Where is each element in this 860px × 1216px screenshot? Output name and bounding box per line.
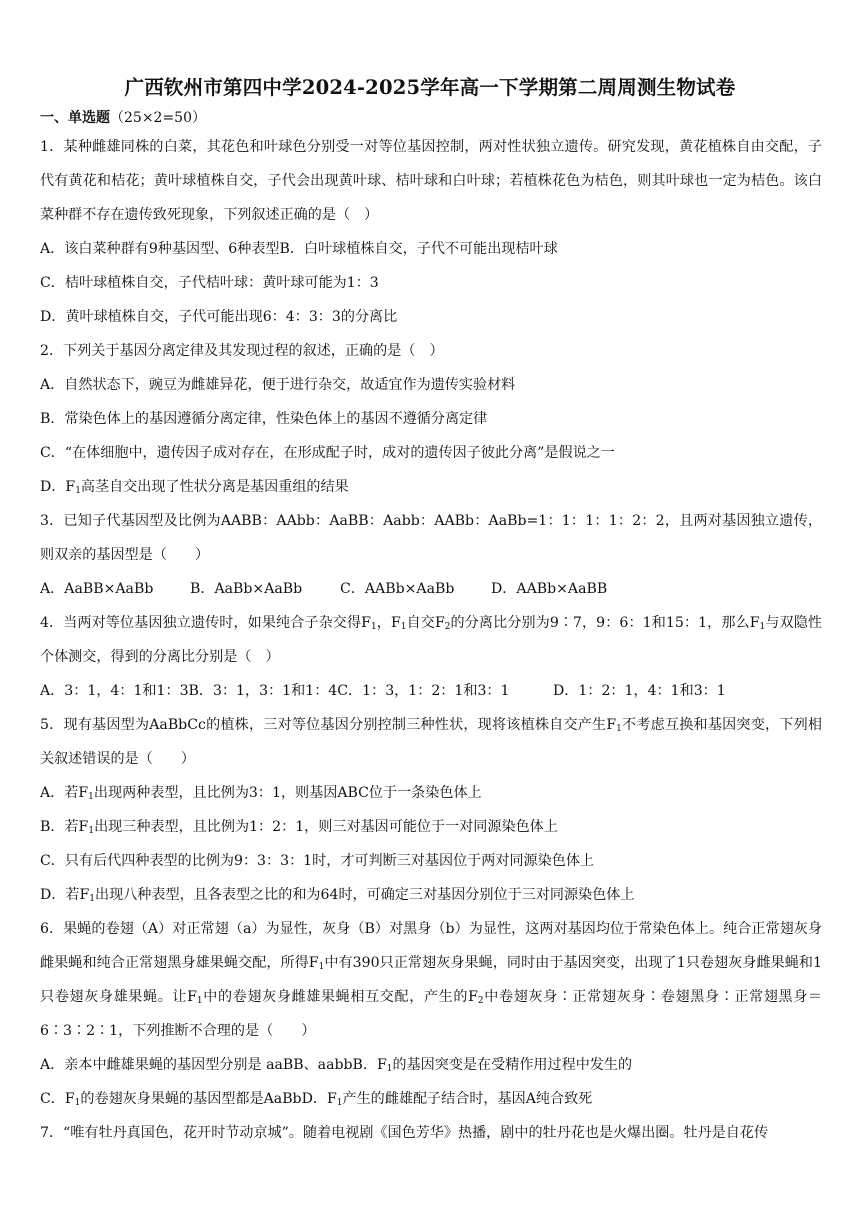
question-6-text: 中卷翅灰身∶正常翅灰身∶卷翅黑身∶正常翅黑身＝6∶3∶2∶1，下列推断不合理的是（ ） bbox=[40, 989, 822, 1039]
question-2-option-d-text: 高茎自交出现了性状分离是基因重组的结果 bbox=[80, 479, 349, 495]
question-2-option-d bbox=[40, 470, 822, 504]
subscript: 1 bbox=[318, 962, 325, 972]
question-4-text: 的分离比分别为9∶7，9：6：1和15：1，那么F bbox=[450, 615, 760, 631]
question-2-option-b: B．常染色体上的基因遵循分离定律，性染色体上的基因不遵循分离定律 bbox=[40, 411, 488, 427]
question-3-options bbox=[40, 572, 822, 606]
subscript: 2 bbox=[477, 996, 484, 1006]
question-4-text: ，F bbox=[376, 615, 401, 631]
subscript: 1 bbox=[370, 622, 377, 632]
question-2-option-a: A．自然状态下，豌豆为雌雄异花，便于进行杂交，故适宜作为遗传实验材料 bbox=[40, 377, 516, 393]
subscript: 1 bbox=[89, 894, 96, 904]
question-4-options bbox=[40, 674, 822, 708]
question-1-option-d: D．黄叶球植株自交，子代可能出现6：4：3：3的分离比 bbox=[40, 309, 398, 325]
question-1-option-c: C．桔叶球植株自交，子代桔叶球：黄叶球可能为1：3 bbox=[40, 275, 379, 291]
question-5-option-b-text: 出现三种表型，且比例为1：2：1，则三对基因可能位于一对同源染色体上 bbox=[94, 819, 558, 835]
question-5-option-d bbox=[40, 878, 822, 912]
question-4-text: 与双隐性个体测交，得到的分离比分别是（ ） bbox=[40, 615, 823, 665]
subscript: 1 bbox=[75, 486, 81, 496]
question-4-option-d: D．1：2：1，4：1和3：1 bbox=[553, 683, 726, 699]
question-5-stem bbox=[40, 708, 822, 776]
question-6-option-b-text: 的基因突变是在受精作用过程中发生的 bbox=[392, 1057, 633, 1073]
subscript: 1 bbox=[400, 622, 407, 632]
question-6-option-a-prefix: A．亲本中雌雄果蝇的基因型分别是 aaBB、aabbB．F bbox=[40, 1057, 387, 1073]
subscript: 2 bbox=[444, 622, 451, 632]
question-2-option-d-prefix: D．F bbox=[40, 479, 76, 495]
subscript: 1 bbox=[616, 724, 622, 734]
question-1-option-a: A．该白菜种群有9种基因型、6种表型 bbox=[40, 241, 280, 257]
subscript: 1 bbox=[759, 622, 766, 632]
subscript: 1 bbox=[196, 996, 203, 1006]
section-score: （25×2=50） bbox=[110, 110, 206, 126]
question-1-stem: 1．某种雌雄同株的白菜，其花色和叶球色分别受一对等位基因控制，两对性状独立遗传。研究发现，黄花植株自由交配，子代有黄花和桔花；黄叶球植株自交，子代会出现黄叶球、桔叶球和白叶球；若植株花色为桔色，则其叶球也一定为桔色。该白菜种群不存在遗传致死现象，下列叙述正确的是（ ） bbox=[40, 139, 822, 223]
question-6-text: 中有390只正常翅灰身果蝇，同时由于基因突变，出现了1只卷翅灰身雌果蝇和1只卷翅灰身雄果蝇。让F bbox=[40, 955, 822, 1005]
question-3-option-a: A．AaBB×AaBb bbox=[40, 581, 154, 597]
question-1-options-ab bbox=[40, 232, 822, 266]
question-3-option-d: D．AABb×AaBB bbox=[491, 581, 608, 597]
subscript: 1 bbox=[386, 1064, 393, 1074]
question-4-options-abc: A．3：1，4：1和1：3B．3：1，3：1和1：4C．1：3，1：2：1和3：1 bbox=[40, 683, 510, 699]
question-3-stem: 3．已知子代基因型及比例为AABB：AAbb：AaBB：Aabb：AABb：AaBb=1：1：1：1：2：2，且两对基因独立遗传，则双亲的基因型是（ ） bbox=[40, 513, 822, 563]
question-5-option-a bbox=[40, 776, 822, 810]
question-3-option-c: C．AABb×AaBb bbox=[340, 581, 455, 597]
question-6-text: 6．果蝇的卷翅（A）对正常翅（a）为显性，灰身（B）对黑身（b）为显性，这两对基因均位于常染色体上。纯合正常翅灰身雌果蝇和纯合正常翅黑身雄果蝇交配，所得F bbox=[40, 921, 822, 971]
question-4-text: 4．当两对等位基因独立遗传时，如果纯合子杂交得F bbox=[40, 615, 371, 631]
question-6-option-c-prefix: C．F bbox=[40, 1091, 75, 1107]
question-5-option-c: C．只有后代四种表型的比例为9：3：3：1时，才可判断三对基因位于两对同源染色体上 bbox=[40, 853, 595, 869]
question-5-option-d-prefix: D．若F bbox=[40, 887, 90, 903]
question-5-option-a-prefix: A．若F bbox=[40, 785, 89, 801]
section-heading bbox=[40, 107, 206, 127]
subscript: 1 bbox=[88, 826, 95, 836]
exam-title: 广西钦州市第四中学2024-2025学年高一下学期第二周周测生物试卷 bbox=[124, 76, 736, 99]
section-label: 一、单选题 bbox=[40, 110, 110, 126]
question-4-text: 自交F bbox=[406, 615, 445, 631]
subscript: 1 bbox=[336, 1098, 343, 1108]
question-5-option-d-text: 出现八种表型，且各表型之比的和为64时，可确定三对基因分别位于三对同源染色体上 bbox=[95, 887, 635, 903]
subscript: 1 bbox=[74, 1098, 81, 1108]
question-list bbox=[40, 130, 822, 1150]
question-6-options-ab bbox=[40, 1048, 822, 1082]
question-6-text: 中的卷翅灰身雌雄果蝇相互交配，产生的F bbox=[202, 989, 478, 1005]
question-6-option-d-text: 产生的雌雄配子结合时，基因A纯合致死 bbox=[342, 1091, 593, 1107]
subscript: 1 bbox=[88, 792, 94, 802]
question-5-option-b-prefix: B．若F bbox=[40, 819, 89, 835]
question-5-option-a-text: 出现两种表型，且比例为3：1，则基因ABC位于一条染色体上 bbox=[93, 785, 482, 801]
question-6-options-cd bbox=[40, 1082, 822, 1116]
question-2-stem: 2．下列关于基因分离定律及其发现过程的叙述，正确的是（ ） bbox=[40, 343, 444, 359]
question-5-text: 5．现有基因型为AaBbCc的植株，三对等位基因分别控制三种性状，现将该植株自交产生F bbox=[40, 717, 617, 733]
question-4-stem bbox=[40, 606, 822, 674]
question-5-text: 不考虑互换和基因突变，下列相关叙述错误的是（ ） bbox=[40, 717, 822, 767]
question-5-option-b bbox=[40, 810, 822, 844]
question-2-option-c: C．“在体细胞中，遗传因子成对存在，在形成配子时，成对的遗传因子彼此分离”是假说之一 bbox=[40, 445, 615, 461]
question-3-option-b: B．AaBb×AaBb bbox=[190, 581, 303, 597]
question-7-stem: 7．“唯有牡丹真国色，花开时节动京城”。随着电视剧《国色芳华》热播，剧中的牡丹花也是火爆出圈。牡丹是自花传 bbox=[40, 1125, 769, 1141]
question-6-option-c-text: 的卷翅灰身果蝇的基因型都是AaBbD．F bbox=[80, 1091, 337, 1107]
question-1-option-b: B．白叶球植株自交，子代不可能出现桔叶球 bbox=[279, 241, 558, 257]
question-6-stem bbox=[40, 912, 822, 1048]
